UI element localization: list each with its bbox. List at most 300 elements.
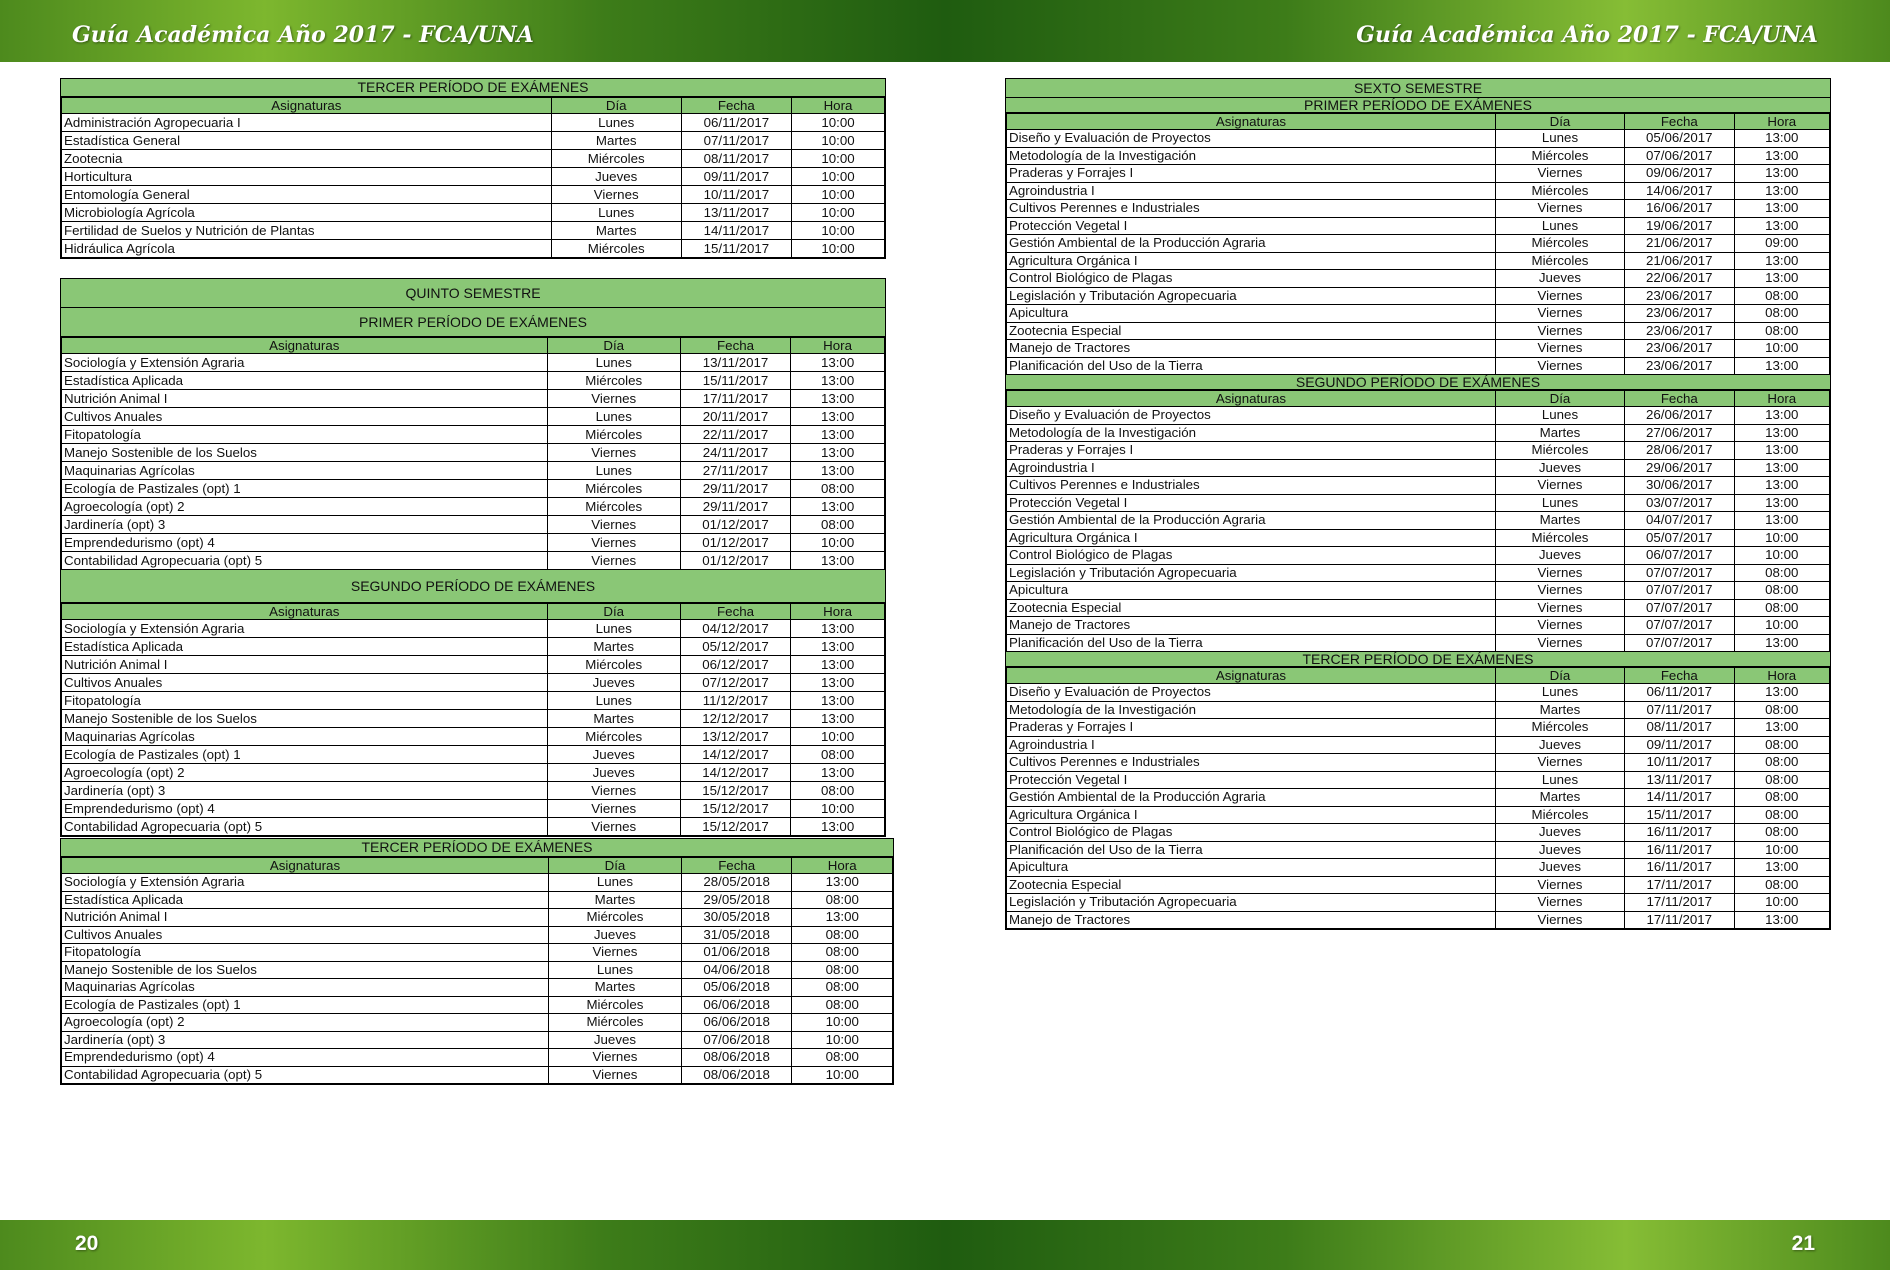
table-row [1007,442,1830,460]
table-row [62,390,885,408]
day-cell: Lunes [1495,407,1624,425]
day-cell: Lunes [548,874,681,892]
date-cell: 15/12/2017 [680,800,790,818]
hour-cell: 10:00 [1734,617,1829,635]
hour-cell: 13:00 [792,909,893,927]
hour-cell: 13:00 [792,874,893,892]
date-cell: 07/07/2017 [1625,634,1734,652]
date-cell: 06/12/2017 [680,656,790,674]
subject-cell: Horticultura [62,168,552,186]
table-row [1007,305,1830,323]
day-cell: Miércoles [548,909,681,927]
hour-cell: 13:00 [791,620,885,638]
column-header-hour: Hora [792,858,893,874]
day-cell: Jueves [1495,270,1624,288]
subject-cell: Manejo Sostenible de los Suelos [62,710,548,728]
table-row [62,534,885,552]
table-row [62,800,885,818]
table-row [62,764,885,782]
day-cell: Viernes [1495,564,1624,582]
table-row [62,354,885,372]
table-row [1007,754,1830,772]
subject-cell: Manejo de Tractores [1007,617,1496,635]
table-row [1007,182,1830,200]
subject-cell: Agroecología (opt) 2 [62,764,548,782]
table-row [62,372,885,390]
table-row [62,961,893,979]
subject-cell: Gestión Ambiental de la Producción Agraria [1007,789,1496,807]
column-header-date: Fecha [1625,114,1734,130]
schedule-table [1006,113,1830,375]
hour-cell: 10:00 [792,1031,893,1049]
hour-cell: 13:00 [791,390,885,408]
day-cell: Jueves [1495,736,1624,754]
date-cell: 07/07/2017 [1625,617,1734,635]
hour-cell: 13:00 [1734,684,1829,702]
day-cell: Jueves [551,168,681,186]
day-cell: Miércoles [547,426,680,444]
subject-cell: Control Biológico de Plagas [1007,824,1496,842]
subject-cell: Contabilidad Agropecuaria (opt) 5 [62,552,548,570]
day-cell: Lunes [1495,494,1624,512]
day-cell: Viernes [1495,876,1624,894]
hour-cell: 13:00 [1734,270,1829,288]
hour-cell: 08:00 [792,1049,893,1067]
semester-title: SEXTO SEMESTRE [1006,79,1830,98]
hour-cell: 08:00 [1734,824,1829,842]
table-row [1007,806,1830,824]
hour-cell: 10:00 [791,728,885,746]
subject-cell: Manejo de Tractores [1007,911,1496,929]
footer-band [0,1220,1890,1270]
date-cell: 22/11/2017 [680,426,790,444]
column-header-subject: Asignaturas [1007,114,1496,130]
date-cell: 08/06/2018 [681,1049,792,1067]
hour-cell: 13:00 [791,354,885,372]
column-header-subject: Asignaturas [1007,391,1496,407]
day-cell: Miércoles [548,1014,681,1032]
table-row [62,498,885,516]
column-header-subject: Asignaturas [62,338,548,354]
day-cell: Viernes [547,800,680,818]
table-row [62,1031,893,1049]
subject-cell: Praderas y Forrajes I [1007,165,1496,183]
hour-cell: 13:00 [791,372,885,390]
table-row [62,204,885,222]
table-row [1007,130,1830,148]
subject-cell: Praderas y Forrajes I [1007,442,1496,460]
date-cell: 05/12/2017 [680,638,790,656]
date-cell: 16/11/2017 [1625,859,1734,877]
subject-cell: Emprendedurismo (opt) 4 [62,800,548,818]
day-cell: Miércoles [547,498,680,516]
day-cell: Lunes [548,961,681,979]
day-cell: Jueves [547,674,680,692]
hour-cell: 13:00 [1734,442,1829,460]
date-cell: 04/12/2017 [680,620,790,638]
subject-cell: Hidráulica Agrícola [62,240,552,258]
subject-cell: Gestión Ambiental de la Producción Agraria [1007,512,1496,530]
subject-cell: Metodología de la Investigación [1007,147,1496,165]
hour-cell: 13:00 [1734,494,1829,512]
date-cell: 05/07/2017 [1625,529,1734,547]
schedule-table [1006,667,1830,929]
hour-cell: 10:00 [1734,340,1829,358]
day-cell: Jueves [1495,824,1624,842]
date-cell: 04/07/2017 [1625,512,1734,530]
subject-cell: Maquinarias Agrícolas [62,462,548,480]
sexto-semestre-block [1005,78,1831,930]
subject-cell: Emprendedurismo (opt) 4 [62,534,548,552]
day-cell: Jueves [1495,459,1624,477]
date-cell: 17/11/2017 [1625,894,1734,912]
day-cell: Viernes [1495,305,1624,323]
table-row [1007,459,1830,477]
date-cell: 13/12/2017 [680,728,790,746]
subject-cell: Apicultura [1007,859,1496,877]
hour-cell: 08:00 [1734,876,1829,894]
date-cell: 14/11/2017 [681,222,791,240]
subject-cell: Control Biológico de Plagas [1007,270,1496,288]
hour-cell: 10:00 [792,132,885,150]
hour-cell: 08:00 [1734,322,1829,340]
hour-cell: 08:00 [792,996,893,1014]
day-cell: Martes [551,132,681,150]
subject-cell: Estadística Aplicada [62,372,548,390]
subject-cell: Emprendedurismo (opt) 4 [62,1049,549,1067]
column-header-date: Fecha [681,98,791,114]
date-cell: 07/07/2017 [1625,599,1734,617]
hour-cell: 10:00 [792,1066,893,1084]
day-cell: Viernes [1495,340,1624,358]
day-cell: Lunes [1495,217,1624,235]
date-cell: 24/11/2017 [680,444,790,462]
day-cell: Viernes [547,534,680,552]
hour-cell: 08:00 [1734,287,1829,305]
hour-cell: 13:00 [791,498,885,516]
hour-cell: 10:00 [792,168,885,186]
table-row [62,656,885,674]
subject-cell: Estadística General [62,132,552,150]
column-header-day: Día [1495,391,1624,407]
subject-cell: Metodología de la Investigación [1007,424,1496,442]
date-cell: 07/06/2018 [681,1031,792,1049]
date-cell: 16/11/2017 [1625,841,1734,859]
subject-cell: Nutrición Animal I [62,656,548,674]
subject-cell: Cultivos Perennes e Industriales [1007,754,1496,772]
table-row [1007,719,1830,737]
date-cell: 30/05/2018 [681,909,792,927]
date-cell: 23/06/2017 [1625,287,1734,305]
date-cell: 07/11/2017 [1625,701,1734,719]
column-header-subject: Asignaturas [62,858,549,874]
date-cell: 21/06/2017 [1625,235,1734,253]
subject-cell: Gestión Ambiental de la Producción Agraria [1007,235,1496,253]
date-cell: 17/11/2017 [680,390,790,408]
date-cell: 17/11/2017 [1625,911,1734,929]
day-cell: Miércoles [1495,529,1624,547]
table-row [62,674,885,692]
header-title-left: Guía Académica Año 2017 - FCA/UNA [72,22,534,48]
hour-cell: 08:00 [792,944,893,962]
quinto-semestre-block [60,278,886,837]
column-header-hour: Hora [1734,114,1829,130]
hour-cell: 10:00 [792,204,885,222]
date-cell: 15/12/2017 [680,782,790,800]
hour-cell: 13:00 [1734,459,1829,477]
date-cell: 14/12/2017 [680,746,790,764]
day-cell: Viernes [547,390,680,408]
table-row [62,944,893,962]
subject-cell: Legislación y Tributación Agropecuaria [1007,287,1496,305]
table-row [62,891,893,909]
date-cell: 23/06/2017 [1625,340,1734,358]
subject-cell: Fitopatología [62,692,548,710]
hour-cell: 08:00 [1734,582,1829,600]
hour-cell: 13:00 [1734,911,1829,929]
date-cell: 21/06/2017 [1625,252,1734,270]
table-row [1007,564,1830,582]
date-cell: 28/06/2017 [1625,442,1734,460]
hour-cell: 08:00 [792,891,893,909]
subject-cell: Apicultura [1007,582,1496,600]
table-row [1007,252,1830,270]
date-cell: 08/06/2018 [681,1066,792,1084]
day-cell: Lunes [1495,130,1624,148]
table-row [62,516,885,534]
date-cell: 29/06/2017 [1625,459,1734,477]
subject-cell: Ecología de Pastizales (opt) 1 [62,746,548,764]
period-title: TERCER PERÍODO DE EXÁMENES [61,839,893,857]
day-cell: Miércoles [1495,719,1624,737]
date-cell: 14/11/2017 [1625,789,1734,807]
subject-cell: Agricultura Orgánica I [1007,806,1496,824]
hour-cell: 13:00 [791,818,885,836]
date-cell: 04/06/2018 [681,961,792,979]
subject-cell: Agroecología (opt) 2 [62,1014,549,1032]
day-cell: Martes [547,638,680,656]
day-cell: Miércoles [1495,147,1624,165]
hour-cell: 08:00 [791,516,885,534]
hour-cell: 13:00 [791,710,885,728]
table-row [62,979,893,997]
day-cell: Martes [551,222,681,240]
column-header-row [62,604,885,620]
hour-cell: 13:00 [1734,424,1829,442]
table-row [1007,582,1830,600]
hour-cell: 13:00 [1734,407,1829,425]
table-row [62,782,885,800]
day-cell: Miércoles [1495,235,1624,253]
hour-cell: 13:00 [791,674,885,692]
day-cell: Viernes [1495,599,1624,617]
day-cell: Miércoles [551,150,681,168]
day-cell: Viernes [1495,477,1624,495]
date-cell: 12/12/2017 [680,710,790,728]
day-cell: Martes [1495,424,1624,442]
subject-cell: Microbiología Agrícola [62,204,552,222]
table-row [1007,859,1830,877]
hour-cell: 09:00 [1734,235,1829,253]
table-row [62,444,885,462]
subject-cell: Ecología de Pastizales (opt) 1 [62,480,548,498]
table-row [1007,599,1830,617]
table-row [1007,147,1830,165]
hour-cell: 13:00 [791,444,885,462]
date-cell: 09/06/2017 [1625,165,1734,183]
hour-cell: 13:00 [791,656,885,674]
day-cell: Miércoles [1495,806,1624,824]
date-cell: 15/12/2017 [680,818,790,836]
column-header-date: Fecha [680,604,790,620]
table-row [1007,876,1830,894]
hour-cell: 13:00 [1734,217,1829,235]
subject-cell: Diseño y Evaluación de Proyectos [1007,407,1496,425]
day-cell: Lunes [551,114,681,132]
hour-cell: 10:00 [792,186,885,204]
column-header-day: Día [1495,114,1624,130]
date-cell: 01/12/2017 [680,516,790,534]
day-cell: Viernes [1495,617,1624,635]
date-cell: 06/11/2017 [1625,684,1734,702]
date-cell: 05/06/2018 [681,979,792,997]
date-cell: 07/11/2017 [681,132,791,150]
day-cell: Lunes [547,354,680,372]
hour-cell: 13:00 [1734,477,1829,495]
table-row [62,222,885,240]
table-row [1007,270,1830,288]
column-header-date: Fecha [1625,668,1734,684]
table-row [1007,200,1830,218]
table-row [62,240,885,258]
date-cell: 06/07/2017 [1625,547,1734,565]
date-cell: 06/11/2017 [681,114,791,132]
date-cell: 30/06/2017 [1625,477,1734,495]
table-row [62,818,885,836]
column-header-subject: Asignaturas [62,604,548,620]
subject-cell: Zootecnia Especial [1007,599,1496,617]
day-cell: Jueves [1495,859,1624,877]
date-cell: 27/06/2017 [1625,424,1734,442]
subject-cell: Estadística Aplicada [62,891,549,909]
date-cell: 05/06/2017 [1625,130,1734,148]
day-cell: Lunes [547,462,680,480]
subject-cell: Agroindustria I [1007,736,1496,754]
hour-cell: 10:00 [792,150,885,168]
subject-cell: Ecología de Pastizales (opt) 1 [62,996,549,1014]
hour-cell: 10:00 [1734,529,1829,547]
day-cell: Viernes [1495,582,1624,600]
date-cell: 28/05/2018 [681,874,792,892]
period-title: TERCER PERÍODO DE EXÁMENES [61,79,885,97]
hour-cell: 10:00 [792,114,885,132]
date-cell: 17/11/2017 [1625,876,1734,894]
subject-cell: Entomología General [62,186,552,204]
day-cell: Viernes [548,944,681,962]
date-cell: 14/06/2017 [1625,182,1734,200]
date-cell: 29/05/2018 [681,891,792,909]
subject-cell: Jardinería (opt) 3 [62,1031,549,1049]
subject-cell: Fertilidad de Suelos y Nutrición de Plantas [62,222,552,240]
day-cell: Viernes [547,818,680,836]
date-cell: 11/12/2017 [680,692,790,710]
column-header-hour: Hora [1734,391,1829,407]
table-row [1007,512,1830,530]
subject-cell: Nutrición Animal I [62,909,549,927]
day-cell: Viernes [1495,165,1624,183]
table-row [62,1014,893,1032]
day-cell: Miércoles [547,372,680,390]
day-cell: Viernes [1495,200,1624,218]
table-row [1007,911,1830,929]
date-cell: 16/06/2017 [1625,200,1734,218]
table-row [62,114,885,132]
schedule-table [61,97,885,258]
day-cell: Jueves [548,926,681,944]
subject-cell: Nutrición Animal I [62,390,548,408]
table-row [1007,634,1830,652]
date-cell: 08/11/2017 [1625,719,1734,737]
day-cell: Viernes [548,1066,681,1084]
hour-cell: 10:00 [792,1014,893,1032]
day-cell: Viernes [547,552,680,570]
day-cell: Jueves [548,1031,681,1049]
column-header-subject: Asignaturas [1007,668,1496,684]
table-row [1007,789,1830,807]
subject-cell: Manejo Sostenible de los Suelos [62,444,548,462]
column-header-day: Día [547,338,680,354]
day-cell: Miércoles [547,656,680,674]
hour-cell: 13:00 [791,462,885,480]
table-row [1007,841,1830,859]
subject-cell: Contabilidad Agropecuaria (opt) 5 [62,1066,549,1084]
date-cell: 06/06/2018 [681,996,792,1014]
table-row [62,996,893,1014]
hour-cell: 10:00 [791,800,885,818]
page-number-left: 20 [75,1232,99,1255]
hour-cell: 13:00 [1734,182,1829,200]
hour-cell: 08:00 [792,961,893,979]
date-cell: 03/07/2017 [1625,494,1734,512]
day-cell: Viernes [1495,322,1624,340]
date-cell: 10/11/2017 [1625,754,1734,772]
date-cell: 13/11/2017 [681,204,791,222]
subject-cell: Planificación del Uso de la Tierra [1007,634,1496,652]
date-cell: 07/12/2017 [680,674,790,692]
day-cell: Martes [1495,512,1624,530]
hour-cell: 13:00 [1734,252,1829,270]
date-cell: 15/11/2017 [681,240,791,258]
hour-cell: 13:00 [1734,357,1829,375]
date-cell: 31/05/2018 [681,926,792,944]
quinto-tercer-periodo-table [60,838,894,1085]
column-header-row [62,858,893,874]
column-header-row [1007,668,1830,684]
column-header-row [62,98,885,114]
subject-cell: Planificación del Uso de la Tierra [1007,357,1496,375]
subject-cell: Cultivos Perennes e Industriales [1007,200,1496,218]
hour-cell: 08:00 [792,979,893,997]
hour-cell: 13:00 [1734,130,1829,148]
subject-cell: Agricultura Orgánica I [1007,252,1496,270]
day-cell: Viernes [1495,894,1624,912]
table-row [62,408,885,426]
table-row [62,168,885,186]
hour-cell: 08:00 [1734,806,1829,824]
table-row [1007,407,1830,425]
period-title: SEGUNDO PERÍODO DE EXÁMENES [61,570,885,603]
hour-cell: 08:00 [1734,564,1829,582]
